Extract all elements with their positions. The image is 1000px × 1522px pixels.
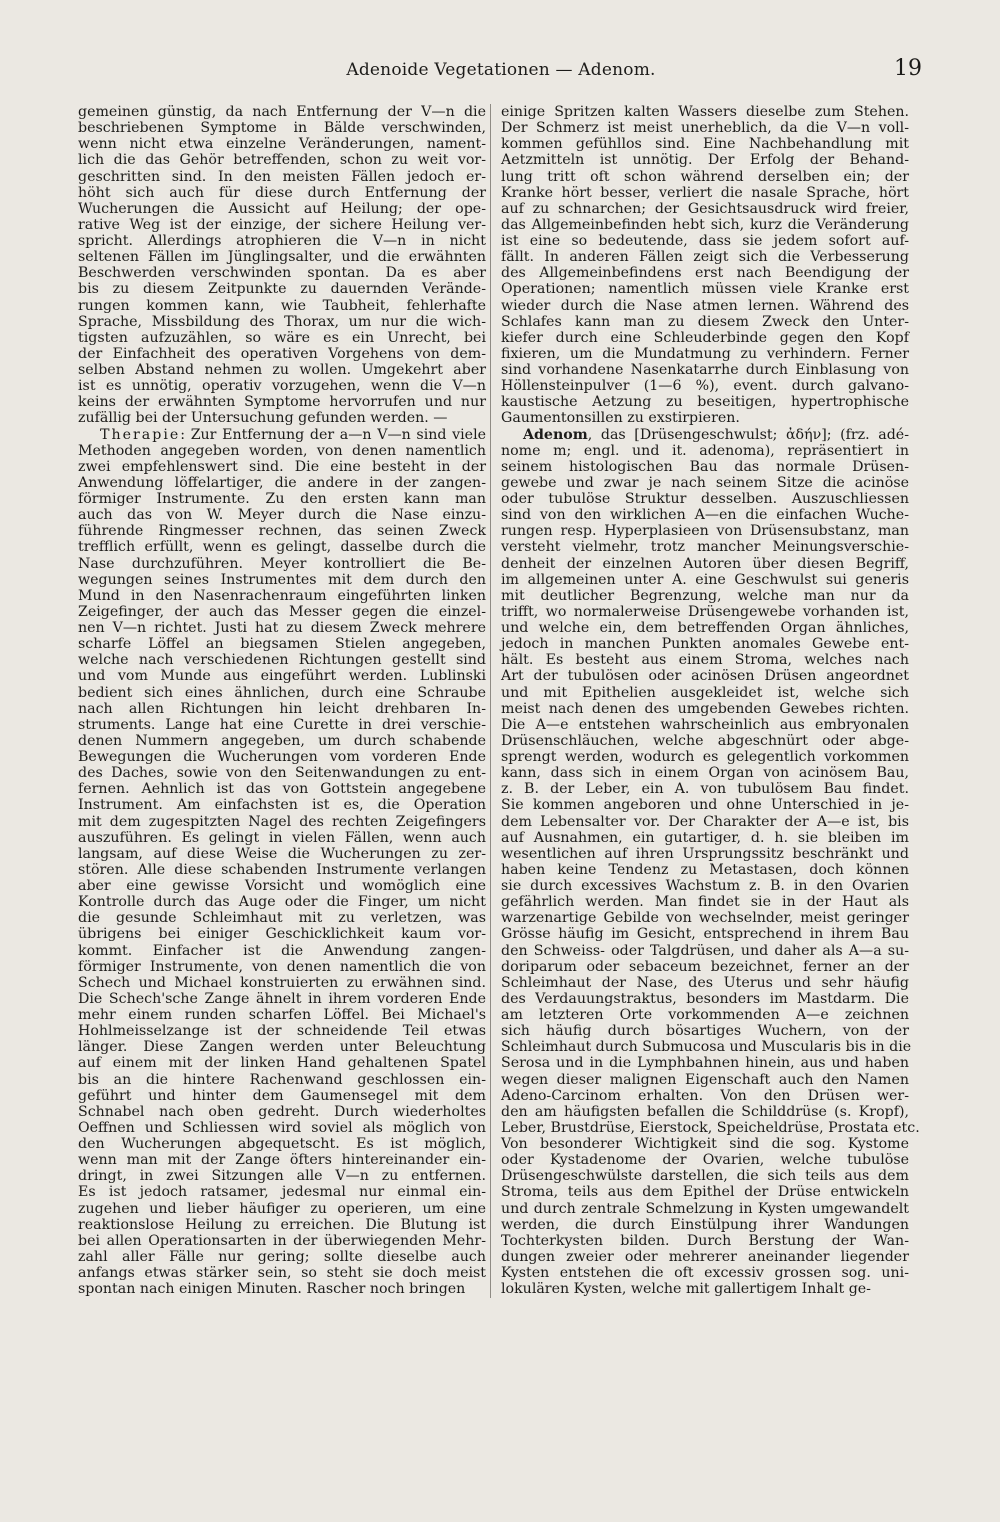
text-line: sind von den wirklichen A—en die einfachen Wuche- xyxy=(501,507,909,524)
text-line: den Schweiss- oder Talgdrüsen, und daher als A—a su- xyxy=(501,942,909,959)
text-line: lokulären Kysten, welche mit gallertigem Inhalt ge- xyxy=(501,1281,871,1298)
text-line: geschritten sind. In den meisten Fällen jedoch er- xyxy=(78,168,486,185)
text-line: nome m; engl. und it. adenoma), repräsentiert in xyxy=(501,442,909,459)
text-line: dungen zweier oder mehrerer aneinander liegender xyxy=(501,1248,909,1265)
text-line: Kranke hört besser, verliert die nasale Sprache, hört xyxy=(501,184,909,201)
text-line: wenn man mit der Zange öfters hintereinander ein- xyxy=(78,1152,486,1169)
text-line: auf zu schnarchen; der Gesichtsausdruck wird freier, xyxy=(501,200,909,217)
text-line: Hohlmeisselzange ist der schneidende Teil etwas xyxy=(78,1023,486,1040)
text-line: Methoden angegeben worden, von denen namentlich xyxy=(78,442,486,459)
text-line: und mit Epithelien ausgekleidet ist, welche sich xyxy=(501,684,909,701)
text-line: geführt und hinter dem Gaumensegel mit dem xyxy=(78,1087,486,1104)
text-line: ist eine so bedeutende, dass sie jedem sofort auf- xyxy=(501,233,909,249)
text-line: oder Kystadenome der Ovarien, welche tubulöse xyxy=(501,1152,909,1169)
text-line: zwei empfehlenswert sind. Die eine besteht in der xyxy=(78,458,486,475)
text-line: spontan nach einigen Minuten. Rascher noch bringen xyxy=(78,1281,466,1298)
text-line: auszuführen. Es gelingt in vielen Fällen, wenn auch xyxy=(78,829,486,846)
text-line: bis an die hintere Rachenwand geschlossen ein- xyxy=(78,1071,486,1088)
text-line: zufällig bei der Untersuchung gefunden werden. — xyxy=(78,410,448,427)
text-line: Grösse häufig im Gesicht, entsprechend in ihrem Bau xyxy=(501,926,909,943)
text-line: Der Schmerz ist meist unerheblich, da die V—n voll- xyxy=(501,120,909,137)
text-line: gewebe und zwar je nach seinem Sitze die acinöse xyxy=(501,474,909,491)
text-line: warzenartige Gebilde von wechselnder, meist geringer xyxy=(501,910,909,927)
text-line: seltenen Fällen im Jünglingsalter, und die erwähnten xyxy=(78,249,486,266)
text-line: Bewegungen die Wucherungen vom vorderen Ende xyxy=(78,749,486,765)
text-line: dem Lebensalter vor. Der Charakter der A—e ist, bis xyxy=(501,813,909,830)
text-line: sprengt werden, wodurch es gelegentlich vorkommen xyxy=(501,749,909,765)
text-line: bis zu diesem Zeitpunkte zu dauernden Verände- xyxy=(78,281,486,298)
text-line: mit dem zugespitzten Nagel des rechten Zeigefingers xyxy=(78,813,486,830)
text-line: auf einem mit der linken Hand gehaltenen Spatel xyxy=(78,1055,486,1072)
text-line: und durch zentrale Schmelzung in Kysten umgewandelt xyxy=(501,1200,909,1217)
text-line: rungen kommen kann, wie Taubheit, fehlerhafte xyxy=(78,297,486,314)
text-line: Art der tubulösen oder acinösen Drüsen angeordnet xyxy=(501,668,909,685)
page-number: 19 xyxy=(894,56,922,81)
text-line: aber eine gewisse Vorsicht und womöglich eine xyxy=(78,878,486,894)
text-line: Nase durchzuführen. Meyer kontrolliert die Be- xyxy=(78,555,486,572)
text-line: kiefer durch eine Schleuderbinde gegen den Kopf xyxy=(501,329,909,346)
text-line: auf Ausnahmen, ein gutartiger, d. h. sie bleiben im xyxy=(501,829,909,846)
text-line: im allgemeinen unter A. eine Geschwulst sui generis xyxy=(501,571,909,588)
text-line: trefflich erfüllt, wenn es gelingt, dasselbe durch die xyxy=(78,539,486,556)
text-line: Die Schech'sche Zange ähnelt in ihrem vorderen Ende xyxy=(78,990,486,1007)
text-line: nen V—n richtet. Justi hat zu diesem Zweck mehrere xyxy=(78,620,486,636)
text-line: welche nach verschiedenen Richtungen gestellt sind xyxy=(78,652,486,669)
text-line: wesentlichen auf ihren Ursprungssitz beschränkt und xyxy=(501,845,909,862)
text-line: Therapie: Zur Entfernung der a—n V—n sind viele xyxy=(100,426,486,443)
text-line: rative Weg ist der einzige, der sichere Heilung ver- xyxy=(78,216,486,233)
text-line: den Wucherungen abgequetscht. Es ist möglich, xyxy=(78,1136,486,1152)
text-line: förmiger Instrumente. Zu den ersten kann man xyxy=(78,491,486,507)
text-line: Oeffnen und Schliessen wird soviel als möglich von xyxy=(78,1119,486,1136)
text-line: fällt. In anderen Fällen zeigt sich die Verbesserung xyxy=(501,249,909,266)
text-line: fixieren, um die Mundatmung zu verhindern. Ferner xyxy=(501,345,909,362)
text-line: Serosa und in die Lymphbahnen hinein, aus und haben xyxy=(501,1055,909,1072)
text-line: Schech und Michael konstruierten zu erwähnen sind. xyxy=(78,974,486,991)
text-line: hält. Es besteht aus einem Stroma, welches nach xyxy=(501,652,909,669)
text-line: scharfe Löffel an biegsamen Stielen angegeben, xyxy=(78,636,486,653)
text-line: keins der erwähnten Symptome hervorrufen und nur xyxy=(78,394,486,411)
text-line: kaustische Aetzung zu beseitigen, hypertrophische xyxy=(501,394,909,411)
text-line: führende Ringmesser rechnen, das seinen Zweck xyxy=(78,523,486,540)
text-line: Mund in den Nasenrachenraum eingeführten linken xyxy=(78,587,486,604)
text-line: die gesunde Schleimhaut mit zu verletzen, was xyxy=(78,910,486,927)
text-line: zahl aller Fälle nur gering; sollte dieselbe auch xyxy=(78,1248,486,1265)
text-line: Zeigefinger, der auch das Messer gegen die einzel- xyxy=(78,603,486,620)
text-line: wegungen seines Instrumentes mit dem durch den xyxy=(78,571,486,588)
text-line: auch das von W. Meyer durch die Nase einzu- xyxy=(78,507,486,524)
text-line: kommen gefühllos sind. Eine Nachbehandlung mit xyxy=(501,136,909,153)
text-line: des Allgemeinbefindens erst nach Beendigung der xyxy=(501,265,909,282)
text-line: bedient sich eines ähnlichen, durch eine Schraube xyxy=(78,684,486,701)
text-line: zugehen und lieber häufiger zu operieren, um eine xyxy=(78,1200,486,1217)
running-title: Adenoide Vegetationen — Adenom. xyxy=(346,60,656,80)
text-line: Schlafes kann man zu diesem Zweck den Unter- xyxy=(501,313,909,330)
text-line: den am häufigsten befallen die Schilddrüse (s. Kropf), xyxy=(501,1103,909,1120)
text-line: anfangs etwas stärker sein, so steht sie doch meist xyxy=(78,1265,486,1281)
text-line: struments. Lange hat eine Curette in drei verschie- xyxy=(78,716,486,733)
text-line: trifft, wo normalerweise Drüsengewebe vorhanden ist, xyxy=(501,603,909,620)
text-line: der Einfachheit des operativen Vorgehens von dem- xyxy=(78,345,486,362)
text-line: tigsten aufzuzählen, so wäre es ein Unrecht, bei xyxy=(78,329,486,346)
text-line: spricht. Allerdings atrophieren die V—n in nicht xyxy=(78,233,486,249)
text-line: wegen dieser malignen Eigenschaft auch den Namen xyxy=(501,1071,909,1088)
text-line: Operationen; namentlich müssen viele Kranke erst xyxy=(501,281,909,298)
text-line: Leber, Brustdrüse, Eierstock, Speicheldrüse, Prostata etc. xyxy=(501,1119,920,1136)
text-line: sind vorhandene Nasenkatarrhe durch Einblasung von xyxy=(501,362,909,378)
text-line: sie durch excessives Wachstum z. B. in den Ovarien xyxy=(501,878,909,894)
text-line: denheit der einzelnen Autoren über diesen Begriff, xyxy=(501,555,909,572)
text-line: Kontrolle durch das Auge oder die Finger, um nicht xyxy=(78,894,486,911)
text-line: versteht vielmehr, trotz mancher Meinungsverschie- xyxy=(501,539,909,556)
text-line: des Verdauungstraktus, besonders im Mastdarm. Die xyxy=(501,990,909,1007)
text-line: Beschwerden verschwinden spontan. Da es aber xyxy=(78,265,486,282)
text-line: Sie kommen angeboren und ohne Unterschied in je- xyxy=(501,797,909,814)
text-line: Instrument. Am einfachsten ist es, die Operation xyxy=(78,797,486,814)
column-divider xyxy=(490,104,491,1298)
text-line: Adenom, das [Drüsengeschwulst; ἀδήν]; (frz. adé- xyxy=(523,426,909,443)
text-line: Sprache, Missbildung des Thorax, um nur die wich- xyxy=(78,313,486,330)
text-line: höht sich auch für diese durch Entfernung der xyxy=(78,184,486,201)
text-line: stören. Alle diese schabenden Instrumente verlangen xyxy=(78,861,486,878)
text-line: und vom Munde aus eingeführt werden. Lublinski xyxy=(78,668,486,685)
text-line: kann, dass sich in einem Organ von acinösem Bau, xyxy=(501,765,909,782)
text-line: dringt, in zwei Sitzungen alle V—n zu entfernen. xyxy=(78,1168,486,1185)
text-line: und welche ein, dem betreffenden Organ ähnliches, xyxy=(501,620,909,636)
text-line: fernen. Aehnlich ist das von Gottstein angegebene xyxy=(78,781,486,798)
text-line: seinem histologischen Bau das normale Drüsen- xyxy=(501,458,909,475)
text-line: rungen resp. Hyperplasieen von Drüsensubstanz, man xyxy=(501,523,909,540)
page-header xyxy=(80,56,922,88)
text-line: übrigens bei einiger Geschicklichkeit kaum vor- xyxy=(78,926,486,943)
right-text-column xyxy=(501,104,920,1298)
text-line: denen Nummern angegeben, um durch schabende xyxy=(78,732,486,749)
text-line: mehr einem runden scharfen Löffel. Bei Michael's xyxy=(78,1007,486,1023)
text-line: Stroma, teils aus dem Epithel der Drüse entwickeln xyxy=(501,1184,909,1201)
text-line: länger. Diese Zangen werden unter Beleuchtung xyxy=(78,1039,486,1056)
text-line: lung tritt oft schon während derselben ein; der xyxy=(501,168,909,185)
text-line: beschriebenen Symptome in Bälde verschwinden, xyxy=(78,120,486,137)
text-line: Schleimhaut durch Submucosa und Muscularis bis in die xyxy=(501,1039,912,1056)
text-line: wenn nicht etwa einzelne Veränderungen, nament- xyxy=(78,136,486,153)
text-line: das Allgemeinbefinden hebt sich, kurz die Veränderung xyxy=(501,216,909,233)
text-line: langsam, auf diese Weise die Wucherungen zu zer- xyxy=(78,845,486,862)
text-line: z. B. der Leber, ein A. von tubulösem Bau findet. xyxy=(501,781,909,798)
text-line: Höllensteinpulver (1—6 %), event. durch galvano- xyxy=(501,378,909,395)
entry-headword: Adenom xyxy=(523,426,588,443)
text-line: Es ist jedoch ratsamer, jedesmal nur einmal ein- xyxy=(78,1184,486,1201)
text-line: wieder durch die Nase atmen lernen. Während des xyxy=(501,297,909,314)
text-line: gemeinen günstig, da nach Entfernung der V—n die xyxy=(78,104,486,120)
text-line: Drüsenschläuchen, welche abgeschnürt oder abge- xyxy=(501,732,909,749)
text-line: oder tubulöse Struktur desselben. Auszuschliessen xyxy=(501,491,909,507)
text-line: des Daches, sowie von den Seitenwandungen zu ent- xyxy=(78,765,486,782)
text-line: kommt. Einfacher ist die Anwendung zangen- xyxy=(78,942,486,959)
text-line: Von besonderer Wichtigkeit sind die sog. Kystome xyxy=(501,1136,909,1152)
text-line: meist nach denen des umgebenden Gewebes richten. xyxy=(501,700,909,717)
text-line: nach allen Richtungen hin leicht drehbaren In- xyxy=(78,700,486,717)
text-line: bei allen Operationsarten in der überwiegenden Mehr- xyxy=(78,1232,486,1249)
text-line: Die A—e entstehen wahrscheinlich aus embryonalen xyxy=(501,716,909,733)
text-line: lich die das Gehör betreffenden, schon zu weit vor- xyxy=(78,152,486,169)
text-line: Schnabel nach oben gedreht. Durch wiederholtes xyxy=(78,1103,486,1120)
text-line: Wucherungen die Aussicht auf Heilung; der ope- xyxy=(78,200,486,217)
text-line: doriparum oder sebaceum bezeichnet, ferner an der xyxy=(501,958,909,975)
text-line: Drüsengeschwülste darstellen, die sich teils aus dem xyxy=(501,1168,909,1185)
text-line: werden, die durch Einstülpung ihrer Wandungen xyxy=(501,1216,909,1233)
text-line: mit deutlicher Begrenzung, welche man nur da xyxy=(501,587,909,604)
text-line: selben Abstand nehmen zu wollen. Umgekehrt aber xyxy=(78,362,486,378)
text-line: ist es unnötig, operativ vorzugehen, wenn die V—n xyxy=(78,378,486,395)
left-text-column xyxy=(78,104,486,1297)
text-line: haben keine Tendenz zu Metastasen, doch können xyxy=(501,861,909,878)
text-line: Tochterkysten bilden. Durch Berstung der Wan- xyxy=(501,1232,909,1249)
text-line: förmiger Instrumente, von denen namentlich die von xyxy=(78,958,486,975)
text-line: Adeno-Carcinom erhalten. Von den Drüsen wer- xyxy=(501,1087,909,1104)
text-line: jedoch in manchen Punkten anomales Gewebe ent- xyxy=(501,636,909,653)
text-line: einige Spritzen kalten Wassers dieselbe zum Stehen. xyxy=(501,104,909,120)
text-line: reaktionslose Heilung zu erreichen. Die Blutung ist xyxy=(78,1216,486,1233)
text-line: sich häufig durch bösartiges Wuchern, von der xyxy=(501,1023,909,1040)
text-line: am letzteren Orte vorkommenden A—e zeichnen xyxy=(501,1007,909,1023)
section-heading-therapie: Therapie xyxy=(100,426,181,443)
text-line: Anwendung löffelartiger, die andere in der zangen- xyxy=(78,474,486,491)
text-line: Schleimhaut der Nase, des Uterus und sehr häufig xyxy=(501,974,909,991)
text-line: Aetzmitteln ist unnötig. Der Erfolg der Behand- xyxy=(501,152,909,169)
text-line: gefährlich werden. Man findet sie in der Haut als xyxy=(501,894,909,911)
text-line: Gaumentonsillen zu exstirpieren. xyxy=(501,410,740,427)
text-line: Kysten entstehen die oft excessiv grossen sog. uni- xyxy=(501,1265,909,1281)
